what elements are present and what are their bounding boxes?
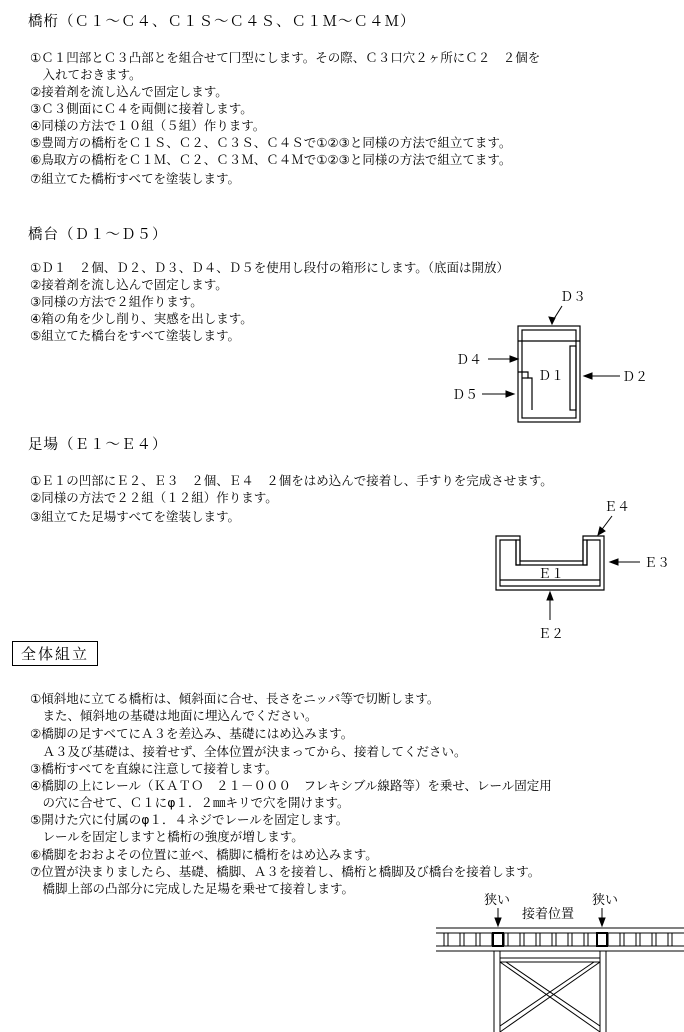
step-line: ③組立てた足場すべてを塗装します。 xyxy=(30,509,240,524)
step-line: ⑥鳥取方の橋桁をＣ１Ｍ、Ｃ２、Ｃ３Ｍ、Ｃ４Ｍで①②③と同様の方法で組立てます。 xyxy=(30,152,512,167)
label-e2: Ｅ２ xyxy=(538,627,565,642)
step-line: の穴に合せて、Ｃ１にφ１．２㎜キリで穴を開けます。 xyxy=(30,795,350,810)
label-narrow-right: 狭い xyxy=(592,893,619,908)
step-line: ③橋桁すべてを直線に注意して接着します。 xyxy=(30,761,278,776)
section-title-girder: 橋桁（Ｃ１～Ｃ４、Ｃ１Ｓ～Ｃ４Ｓ、Ｃ１Ｍ～Ｃ４Ｍ） xyxy=(28,14,416,30)
step-line: ①Ｅ１の凹部にＥ２、Ｅ３ ２個、Ｅ４ ２個をはめ込んで接着し、手すりを完成させます。 xyxy=(30,473,553,488)
label-e4: Ｅ４ xyxy=(604,500,631,515)
section-title-assembly: 全体組立 xyxy=(12,641,98,666)
step-line: ③Ｃ３側面にＣ４を両側に接着します。 xyxy=(30,101,253,116)
section-title-scaffold: 足場（Ｅ１～Ｅ４） xyxy=(28,437,168,453)
step-line: また、傾斜地の基礎は地面に埋込んでください。 xyxy=(30,708,318,723)
step-line: 入れておきます。 xyxy=(30,67,142,82)
step-line: ②接着剤を流し込んで固定します。 xyxy=(30,84,228,99)
step-line: ②接着剤を流し込んで固定します。 xyxy=(30,277,228,292)
label-bond-position: 接着位置 xyxy=(522,907,575,922)
section-title-abutment: 橋台（Ｄ１～Ｄ５） xyxy=(28,227,168,243)
step-line: ④橋脚の上にレール（ＫＡＴＯ ２１－０００ フレキシブル線路等）を乗せ、レール固定用 xyxy=(30,778,552,793)
label-e3: Ｅ３ xyxy=(644,556,671,571)
label-d3: Ｄ３ xyxy=(560,290,587,305)
step-line: ②橋脚の足すべてにＡ３を差込み、基礎にはめ込みます。 xyxy=(30,726,354,741)
step-line: ⑤豊岡方の橋桁をＣ１Ｓ、Ｃ２、Ｃ３Ｓ、Ｃ４Ｓで①②③と同様の方法で組立てます。 xyxy=(30,135,512,150)
step-line: ①傾斜地に立てる橋桁は、傾斜面に合せ、長さをニッパ等で切断します。 xyxy=(30,691,440,706)
label-narrow-left: 狭い xyxy=(484,893,511,908)
label-d2: Ｄ２ xyxy=(622,370,649,385)
step-line: ④同様の方法で１０組（５組）作ります。 xyxy=(30,118,266,133)
step-line: ⑤開けた穴に付属のφ１．４ネジでレールを固定します。 xyxy=(30,812,349,827)
step-line: ⑥橋脚をおおよその位置に並べ、橋脚に橋桁をはめ込みます。 xyxy=(30,847,378,862)
step-line: ②同様の方法で２２組（１２組）作ります。 xyxy=(30,490,278,505)
step-line: Ａ３及び基礎は、接着せず、全体位置が決まってから、接着してください。 xyxy=(30,744,467,759)
label-d1: Ｄ１ xyxy=(538,369,565,384)
step-line: ⑦組立てた橋桁すべてを塗装します。 xyxy=(30,171,240,186)
step-line: 橋脚上部の凸部分に完成した足場を乗せて接着します。 xyxy=(30,881,355,896)
step-line: ①Ｄ１ ２個、Ｄ２、Ｄ３、Ｄ４、Ｄ５を使用し段付の箱形にします。（底面は開放） xyxy=(30,260,509,275)
label-e1: Ｅ１ xyxy=(538,567,565,582)
label-d5: Ｄ５ xyxy=(452,388,479,403)
step-line: ⑦位置が決まりましたら、基礎、橋脚、Ａ３を接着し、橋桁と橋脚及び橋台を接着します。 xyxy=(30,864,541,879)
label-d4: Ｄ４ xyxy=(456,353,483,368)
step-line: ③同様の方法で２組作ります。 xyxy=(30,294,203,309)
step-line: ⑤組立てた橋台をすべて塗装します。 xyxy=(30,328,240,343)
step-line: ①Ｃ１凹部とＣ３凸部とを組合せて冂型にします。その際、Ｃ３口穴２ヶ所にＣ２ ２個を xyxy=(30,50,541,65)
step-line: ④箱の角を少し削り、実感を出します。 xyxy=(30,311,253,326)
step-line: レールを固定しますと橋桁の強度が増します。 xyxy=(30,829,304,844)
